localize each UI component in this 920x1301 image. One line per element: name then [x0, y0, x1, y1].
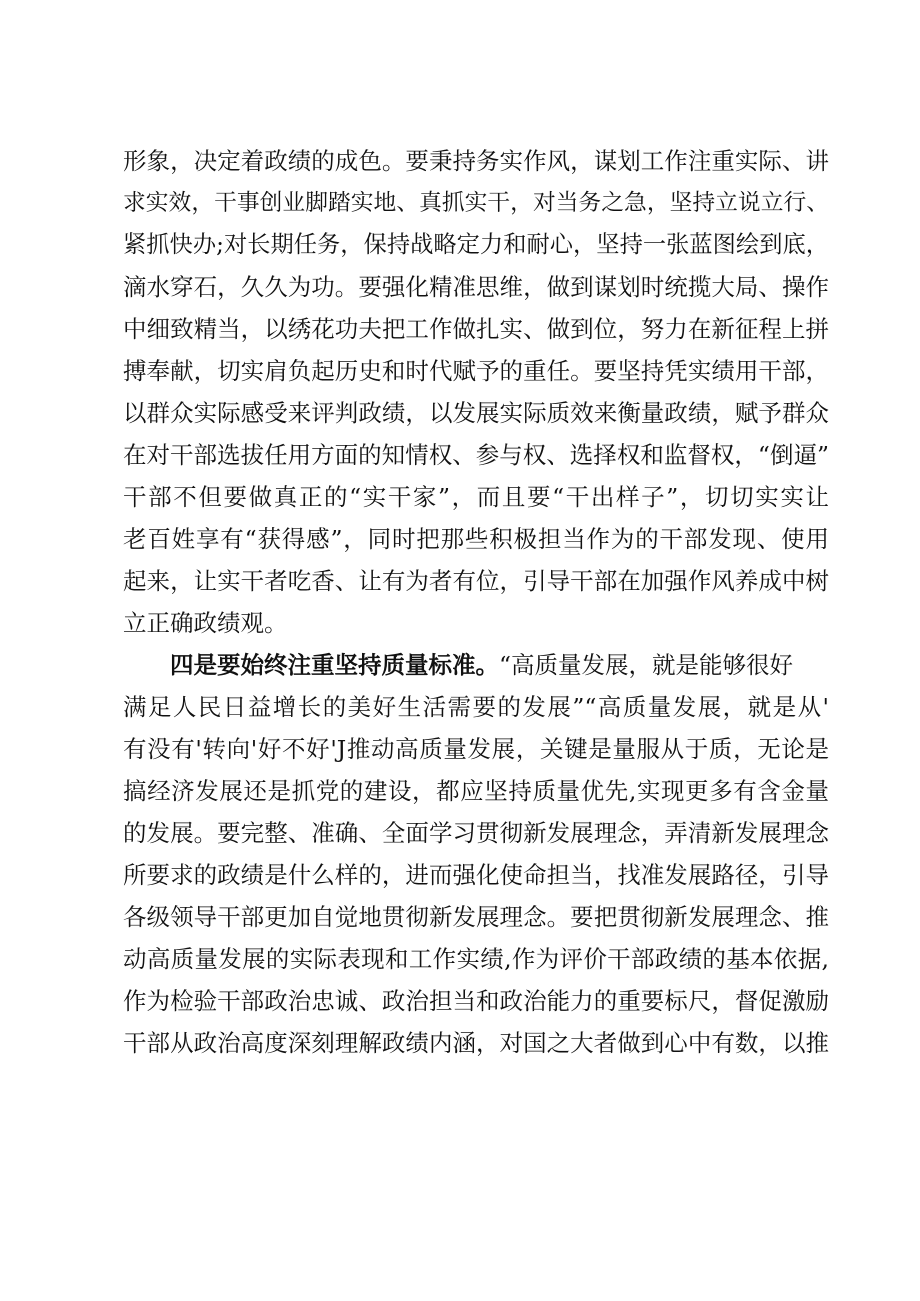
text-line: 满足人民日益增长的美好生活需要的发展”“高质量发展，就是从' [123, 693, 829, 721]
paragraph-2 [123, 644, 829, 1064]
text-line: 滴水穿石，久久为功。要强化精准思维，做到谋划时统揽大局、操作 [123, 273, 829, 301]
paragraph-1 [123, 140, 829, 644]
body-text [123, 140, 829, 1064]
text-line: 起来，让实干者吃香、让有为者有位，引导干部在加强作风养成中树 [123, 567, 829, 595]
text-line: 干部从政治高度深刻理解政绩内涵，对国之大者做到心中有数，以推 [123, 1029, 829, 1057]
first-line-text: “高质量发展，就是能够很好 [499, 651, 794, 679]
text-line: 立正确政绩观。 [123, 609, 288, 637]
text-line: 形象，决定着政绩的成色。要秉持务实作风，谋划工作注重实际、讲 [123, 147, 829, 175]
text-line: 干部不但要做真正的“实干家”，而且要“干出样子”，切切实实让 [123, 483, 829, 511]
text-line: 各级领导干部更加自觉地贯彻新发展理念。要把贯彻新发展理念、推 [123, 903, 829, 931]
text-line: 的发展。要完整、准确、全面学习贯彻新发展理念，弄清新发展理念 [123, 819, 829, 847]
text-line: 有没有'转向'好不好'J推动高质量发展，关键是量服从于质，无论是 [123, 735, 829, 763]
text-line: 老百姓享有“获得感”，同时把那些积极担当作为的干部发现、使用 [123, 525, 829, 553]
text-line: 紧抓快办;对长期任务，保持战略定力和耐心，坚持一张蓝图绘到底， [123, 231, 829, 258]
text-line: 作为检验干部政治忠诚、政治担当和政治能力的重要标尺，督促激励 [123, 987, 829, 1015]
text-line: 求实效，干事创业脚踏实地、真抓实干，对当务之急，坚持立说立行、 [123, 190, 829, 216]
text-line: 中细致精当，以绣花功夫把工作做扎实、做到位，努力在新征程上拼 [123, 315, 829, 343]
text-line: 搏奉献，切实肩负起历史和时代赋予的重任。要坚持凭实绩用干部， [123, 357, 829, 385]
paragraph-first-line [123, 644, 829, 686]
text-line: 以群众实际感受来评判政绩，以发展实际质效来衡量政绩，赋予群众 [123, 399, 829, 427]
section-heading: 四是要始终注重坚持质量标准。 [170, 651, 499, 679]
text-line: 搞经济发展还是抓党的建设，都应坚持质量优先,实现更多有含金量 [123, 777, 829, 805]
text-line: 所要求的政绩是什么样的，进而强化使命担当，找准发展路径，引导 [123, 861, 829, 889]
text-line: 在对干部选拔任用方面的知情权、参与权、选择权和监督权，“倒逼” [123, 441, 829, 469]
text-line: 动高质量发展的实际表现和工作实绩,作为评价干部政绩的基本依据, [123, 945, 829, 973]
